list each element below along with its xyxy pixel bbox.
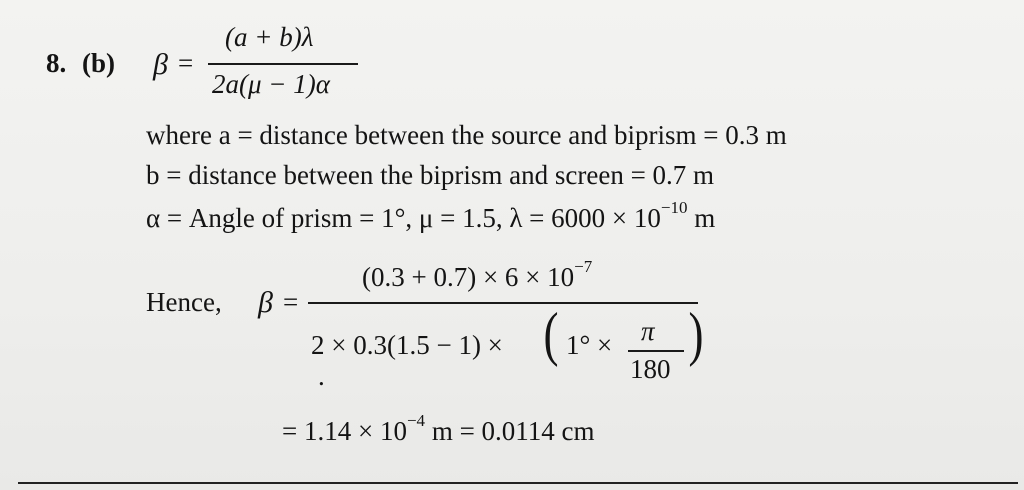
definition-line-3 bbox=[146, 198, 716, 233]
substitution-lhs: β bbox=[258, 286, 273, 319]
substitution-fraction-bar bbox=[308, 302, 698, 304]
definition-line-3-text: α = Angle of prism = 1°, μ = 1.5, λ = 6000 × 10 bbox=[146, 203, 661, 233]
result-exponent: −4 bbox=[406, 411, 426, 430]
substitution-equals: = bbox=[283, 287, 299, 317]
paren-content: 1° × bbox=[566, 330, 613, 360]
substitution-denominator-left: 2 × 0.3(1.5 − 1) × bbox=[311, 330, 503, 360]
stray-dot: . bbox=[318, 361, 325, 391]
pi-denominator: 180 bbox=[630, 354, 671, 384]
definition-line-2: b = distance between the biprism and screen = 0.7 m bbox=[146, 160, 715, 190]
hence-label: Hence, bbox=[146, 287, 222, 317]
result-prefix: = 1.14 × 10 bbox=[282, 416, 407, 446]
result-line bbox=[282, 411, 595, 446]
formula-numerator: (a + b)λ bbox=[225, 22, 314, 52]
formula-fraction-bar bbox=[208, 63, 358, 65]
pi-fraction-bar bbox=[628, 350, 684, 352]
result-suffix: m = 0.0114 cm bbox=[425, 416, 595, 446]
bottom-rule bbox=[18, 482, 1018, 484]
definition-line-3-unit: m bbox=[687, 203, 716, 233]
paren-right: ) bbox=[688, 301, 704, 367]
definition-line-3-exponent: −10 bbox=[660, 198, 688, 217]
substitution-numerator-text: (0.3 + 0.7) × 6 × 10 bbox=[362, 262, 575, 292]
problem-option: (b) bbox=[82, 48, 115, 78]
substitution-numerator-exponent: −7 bbox=[574, 257, 593, 276]
paren-left: ( bbox=[543, 301, 559, 367]
substitution-numerator bbox=[362, 257, 593, 292]
formula-lhs: β bbox=[153, 48, 168, 81]
problem-number: 8. bbox=[46, 48, 67, 78]
definition-line-1: where a = distance between the source and biprism = 0.3 m bbox=[146, 120, 787, 150]
formula-equals: = bbox=[178, 48, 194, 78]
formula-denominator: 2a(μ − 1)α bbox=[212, 69, 330, 99]
pi-symbol: π bbox=[641, 316, 655, 346]
